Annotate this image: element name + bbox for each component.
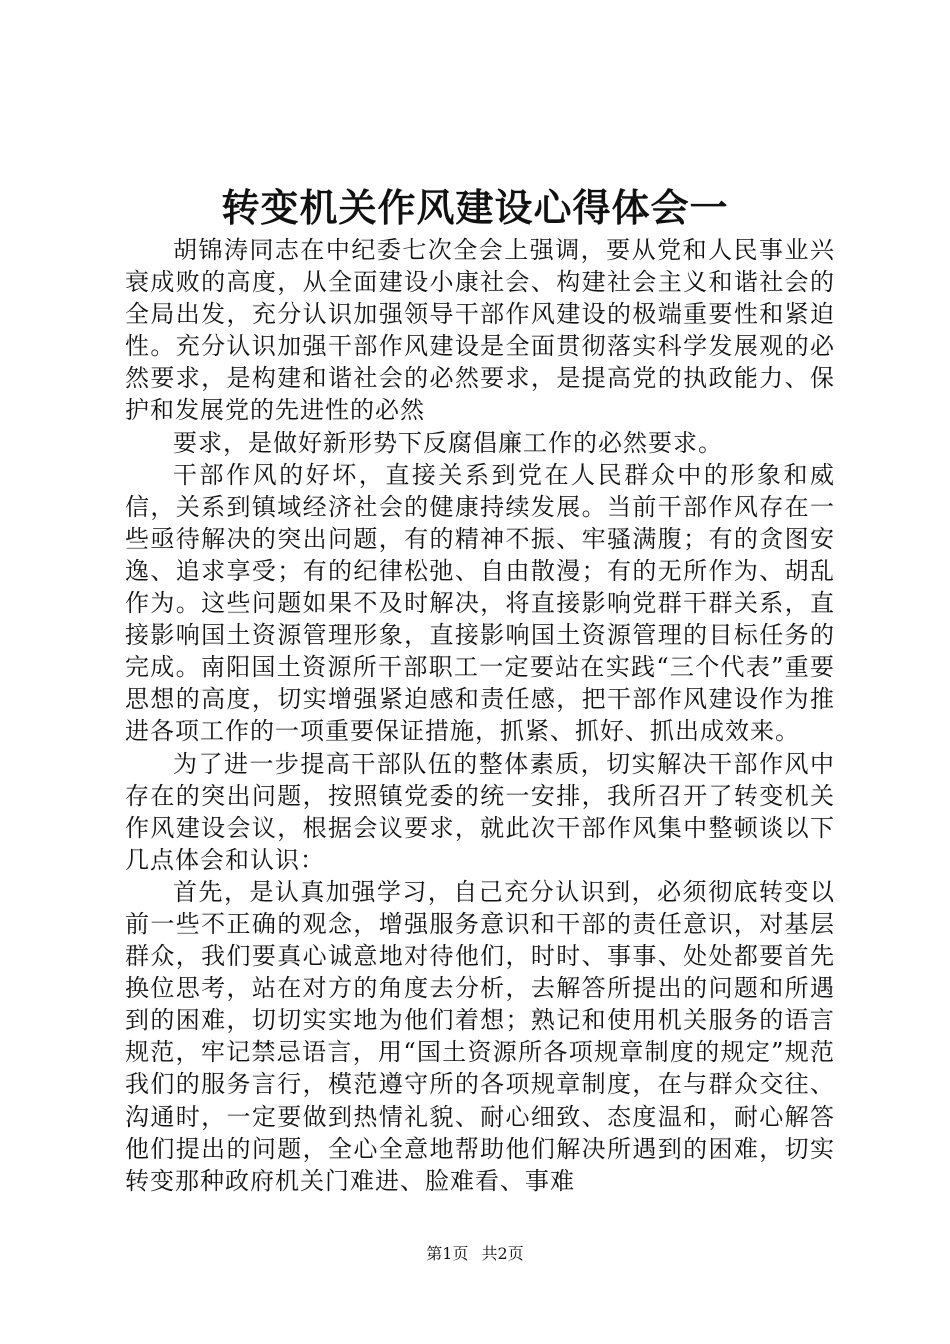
paragraph-4: 为了进一步提高干部队伍的整体素质，切实解决干部作风中存在的突出问题，按照镇党委的统一安排，我所召开了转变机关作风建设会议，根据会议要求，就此次干部作风集中整顿谈以下几点体会和认识：	[125, 749, 835, 874]
page-footer	[0, 1244, 950, 1264]
page-number: 第1页	[426, 1244, 469, 1263]
paragraph-3: 干部作风的好坏，直接关系到党在人民群众中的形象和威信，关系到镇域经济社会的健康持续发展。当前干部作风存在一些亟待解决的突出问题，有的精神不振、牢骚满腹；有的贪图安逸、追求享受；有的纪律松弛、自由散漫；有的无所作为、胡乱作为。这些问题如果不及时解决，将直接影响党群干群关系，直接影响国土资源管理形象，直接影响国土资源管理的目标任务的完成。南阳国土资源所干部职工一定要站在实践“三个代表”重要思想的高度，切实增强紧迫感和责任感，把干部作风建设作为推进各项工作的一项重要保证措施，抓紧、抓好、抓出成效来。	[125, 460, 835, 746]
page-total: 共2页	[481, 1244, 524, 1263]
paragraph-2: 要求，是做好新形势下反腐倡廉工作的必然要求。	[173, 428, 723, 457]
document-title: 转变机关作风建设心得体会一	[221, 185, 729, 230]
paragraph-1: 胡锦涛同志在中纪委七次全会上强调，要从党和人民事业兴衰成败的高度，从全面建设小康社会、构建社会主义和谐社会的全局出发，充分认识加强领导干部作风建设的极端重要性和紧迫性。充分认识加强干部作风建设是全面贯彻落实科学发展观的必然要求，是构建和谐社会的必然要求，是提高党的执政能力、保护和发展党的先进性的必然	[125, 236, 835, 425]
paragraph-5: 首先，是认真加强学习，自己充分认识到，必须彻底转变以前一些不正确的观念，增强服务意识和干部的责任意识，对基层群众，我们要真心诚意地对待他们，时时、事事、处处都要首先换位思考，站在对方的角度去分析，去解答所提出的问题和所遇到的困难，切切实实地为他们着想；熟记和使用机关服务的语言规范，牢记禁忌语言，用“国土资源所各项规章制度的规定”规范我们的服务言行，模范遵守所的各项规章制度，在与群众交往、沟通时，一定要做到热情礼貌、耐心细致、态度温和，耐心解答他们提出的问题，全心全意地帮助他们解决所遇到的困难，切实转变那种政府机关门难进、脸难看、事难	[125, 877, 835, 1195]
document-body	[125, 234, 835, 1197]
